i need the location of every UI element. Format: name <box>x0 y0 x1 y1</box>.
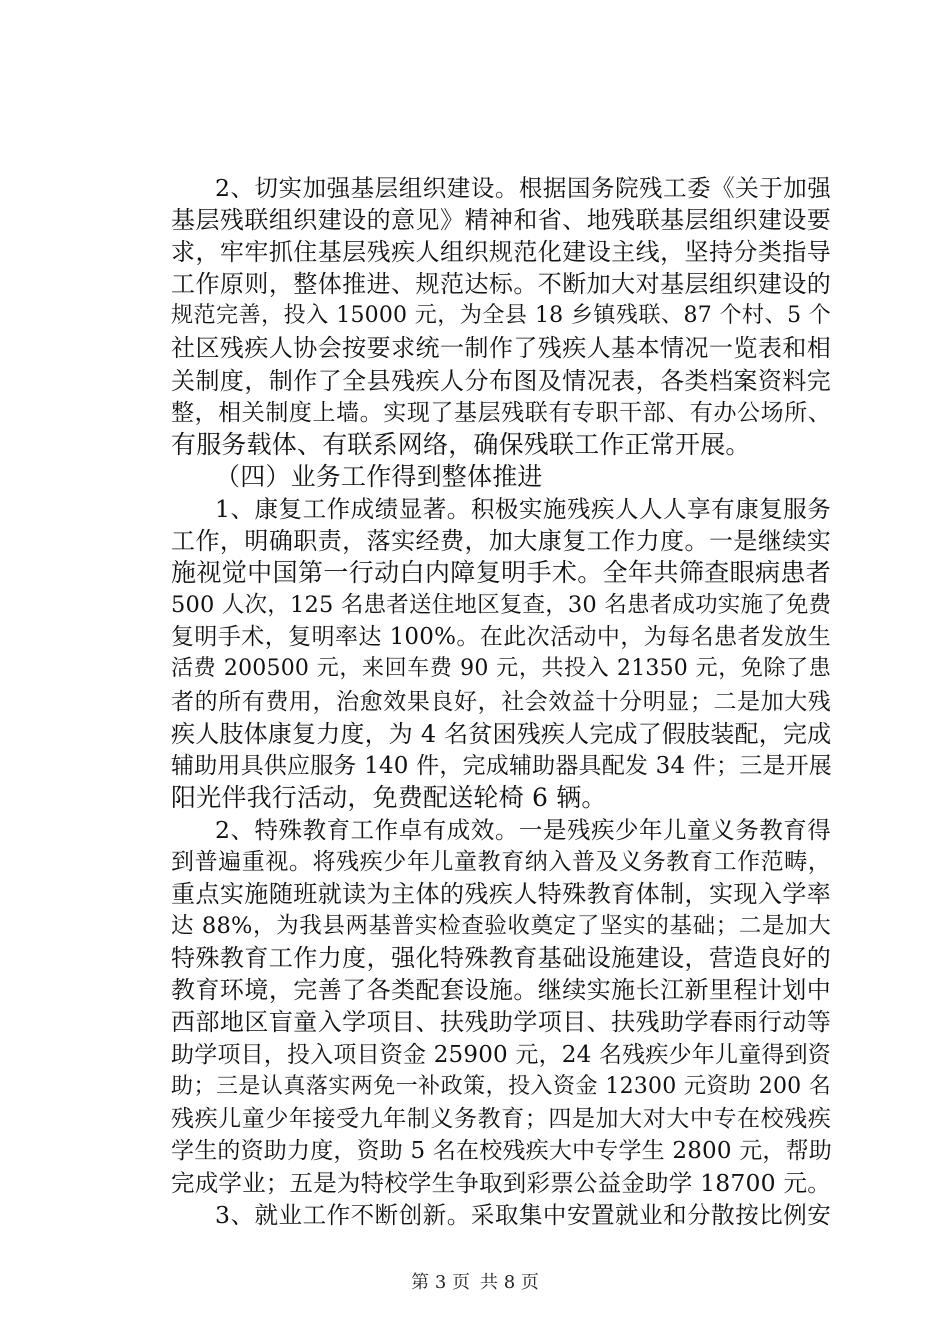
paragraph-line: 求，牢牢抓住基层残疾人组织规范化建设主线，坚持分类指导 <box>171 238 831 267</box>
paragraph-line: 重点实施随班就读为主体的残疾人特殊教育体制，实现入学率 <box>171 880 831 909</box>
paragraph-line: 3、就业工作不断创新。采取集中安置就业和分散按比例安 <box>215 1201 831 1229</box>
paragraph-line: 西部地区盲童入学项目、扶残助学项目、扶残助学春雨行动等 <box>171 1008 831 1037</box>
paragraph-line: 助；三是认真落实两免一补政策，投入资金 12300 元资助 200 名 <box>171 1073 831 1099</box>
paragraph-line: 有服务载体、有联系网络，确保残联工作正常开展。 <box>171 429 751 459</box>
section-heading: （四）业务工作得到整体推进 <box>215 461 543 491</box>
page-total: 共 8 页 <box>480 1272 539 1293</box>
paragraph-line: 基层残联组织建设的意见》精神和省、地残联基层组织建设要 <box>171 206 831 235</box>
paragraph-line: 学生的资助力度，资助 5 名在校残疾大中专学生 2800 元，帮助 <box>171 1137 833 1164</box>
paragraph-line: 施视觉中国第一行动白内障复明手术。全年共筛查眼病患者 <box>171 558 831 588</box>
page-footer <box>0 1272 950 1294</box>
paragraph-line: 辅助用具供应服务 140 件，完成辅助器具配发 34 件；三是开展 <box>171 752 833 779</box>
paragraph-line: 社区残疾人协会按要求统一制作了残疾人基本情况一览表和相 <box>171 334 831 363</box>
paragraph-line: 阳光伴我行活动，免费配送轮椅 6 辆。 <box>171 782 607 812</box>
paragraph-line: 疾人肢体康复力度，为 4 名贫困残疾人完成了假肢装配，完成 <box>171 719 832 748</box>
paragraph-line: 残疾儿童少年接受九年制义务教育；四是加大对大中专在校残疾 <box>171 1105 831 1132</box>
paragraph-line: 关制度，制作了全县残疾人分布图及情况表，各类档案资料完 <box>171 366 831 395</box>
paragraph-line: 工作，明确职责，落实经费，加大康复工作力度。一是继续实 <box>171 527 831 556</box>
paragraph-line: 2、特殊教育工作卓有成效。一是残疾少年儿童义务教育得 <box>215 815 831 844</box>
paragraph-line: 2、切实加强基层组织建设。根据国务院残工委《关于加强 <box>215 174 831 202</box>
paragraph-line: 到普遍重视。将残疾少年儿童教育纳入普及义务教育工作范畴， <box>171 848 831 875</box>
paragraph-line: 整，相关制度上墙。实现了基层残联有专职干部、有办公场所、 <box>171 399 831 426</box>
paragraph-line: 活费 200500 元，来回车费 90 元，共投入 21350 元，免除了患 <box>171 656 831 682</box>
paragraph-line: 复明手术，复明率达 100%。在此次活动中，为每名患者发放生 <box>171 624 831 651</box>
paragraph-line: 达 88%，为我县两基普实检查验收奠定了坚实的基础；二是加大 <box>171 913 831 940</box>
paragraph-line: 工作原则，整体推进、规范达标。不断加大对基层组织建设的 <box>171 270 831 299</box>
document-body <box>171 172 831 1231</box>
page-number: 第 3 页 <box>411 1272 470 1293</box>
paragraph-line: 规范完善，投入 15000 元，为全县 18 乡镇残联、87 个村、5 个 <box>171 303 831 329</box>
paragraph-line: 特殊教育工作力度，强化特殊教育基础设施建设，营造良好的 <box>171 944 831 973</box>
paragraph-line: 1、康复工作成绩显著。积极实施残疾人人人享有康复服务 <box>215 494 831 523</box>
paragraph-line: 500 人次，125 名患者送住地区复查，30 名患者成功实施了免费 <box>171 592 832 619</box>
paragraph-line: 完成学业；五是为特校学生争取到彩票公益金助学 18700 元。 <box>171 1168 831 1197</box>
paragraph-line: 教育环境，完善了各类配套设施。继续实施长江新里程计划中 <box>171 976 831 1005</box>
paragraph-line: 者的所有费用，治愈效果良好，社会效益十分明显；二是加大残 <box>171 688 831 715</box>
paragraph-line: 助学项目，投入项目资金 25900 元，24 名残疾少年儿童得到资 <box>171 1041 831 1068</box>
